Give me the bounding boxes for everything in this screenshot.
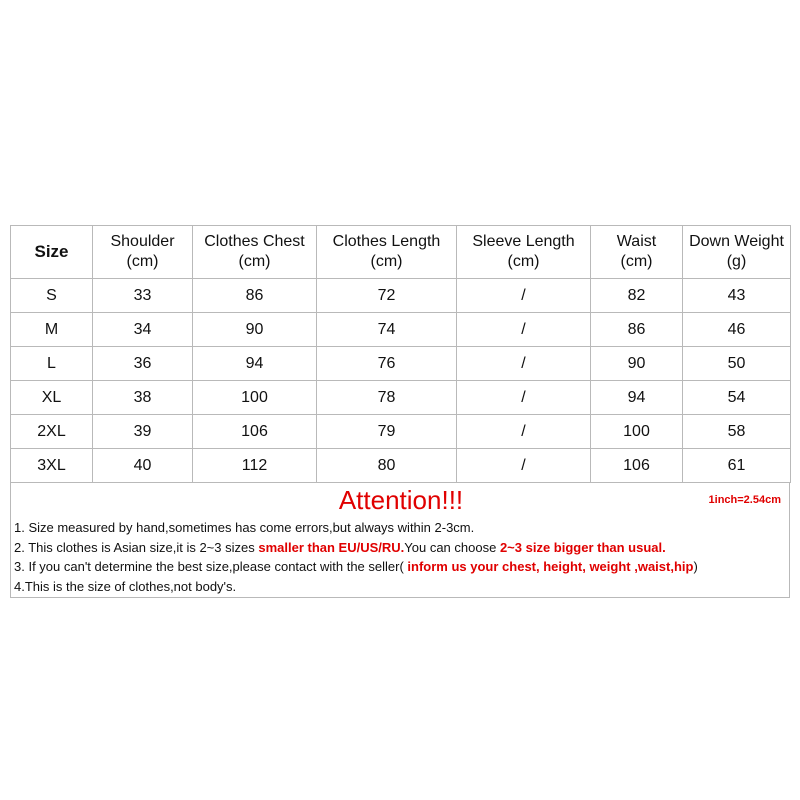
table-cell: 50 — [683, 347, 791, 381]
table-row — [11, 347, 791, 381]
table-cell: / — [457, 279, 591, 313]
table-cell: 112 — [193, 449, 317, 483]
table-cell: 86 — [193, 279, 317, 313]
table-cell: 94 — [193, 347, 317, 381]
table-cell: 61 — [683, 449, 791, 483]
table-cell: 106 — [193, 415, 317, 449]
table-cell: / — [457, 381, 591, 415]
note-text: ) — [693, 559, 698, 574]
table-cell: 39 — [93, 415, 193, 449]
notes-box — [10, 483, 790, 598]
note-highlight: smaller than EU/US/RU. — [258, 539, 405, 555]
table-header-row — [11, 226, 791, 279]
header-shoulder: Shoulder (cm) — [93, 226, 193, 279]
size-table — [10, 225, 791, 483]
table-cell: L — [11, 347, 93, 381]
table-cell: 40 — [93, 449, 193, 483]
table-row — [11, 381, 791, 415]
table-cell: 86 — [591, 313, 683, 347]
table-cell: 78 — [317, 381, 457, 415]
note-line-4: 4.This is the size of clothes,not body's. — [14, 578, 237, 594]
header-clothes-length: Clothes Length (cm) — [317, 226, 457, 279]
note-highlight: inform us your chest, height, weight ,waist,hip — [407, 559, 694, 574]
note-text: 2. This clothes is Asian size,it is 2~3 sizes — [14, 539, 259, 555]
table-cell: XL — [11, 381, 93, 415]
header-sleeve-length: Sleeve Length (cm) — [457, 226, 591, 279]
size-chart — [10, 225, 790, 598]
table-row — [11, 449, 791, 483]
header-waist: Waist (cm) — [591, 226, 683, 279]
table-cell: 82 — [591, 279, 683, 313]
table-cell: 34 — [93, 313, 193, 347]
note-line-1: 1. Size measured by hand,sometimes has come errors,but always within 2-3cm. — [14, 520, 475, 535]
table-cell: M — [11, 313, 93, 347]
note-line-3 — [14, 557, 698, 577]
note-line-2 — [14, 538, 698, 558]
table-cell: 106 — [591, 449, 683, 483]
table-cell: 79 — [317, 415, 457, 449]
table-row — [11, 279, 791, 313]
table-cell: 58 — [683, 415, 791, 449]
table-cell: 33 — [93, 279, 193, 313]
table-cell: / — [457, 347, 591, 381]
table-cell: / — [457, 313, 591, 347]
table-cell: 74 — [317, 313, 457, 347]
table-cell: 46 — [683, 313, 791, 347]
table-cell: / — [457, 415, 591, 449]
table-cell: 43 — [683, 279, 791, 313]
table-cell: 76 — [317, 347, 457, 381]
attention-heading: Attention!!! — [338, 485, 464, 515]
table-cell: 90 — [193, 313, 317, 347]
inch-conversion: 1inch=2.54cm — [708, 494, 781, 506]
table-cell: 90 — [591, 347, 683, 381]
table-cell: S — [11, 279, 93, 313]
table-cell: 100 — [193, 381, 317, 415]
table-row — [11, 415, 791, 449]
table-cell: 80 — [317, 449, 457, 483]
table-cell: 54 — [683, 381, 791, 415]
table-cell: 36 — [93, 347, 193, 381]
header-size: Size — [11, 226, 93, 279]
table-cell: 100 — [591, 415, 683, 449]
header-clothes-chest: Clothes Chest (cm) — [193, 226, 317, 279]
table-cell: 3XL — [11, 449, 93, 483]
note-text: You can choose — [404, 539, 500, 555]
notes-list — [14, 518, 698, 596]
table-cell: 94 — [591, 381, 683, 415]
table-cell: 72 — [317, 279, 457, 313]
table-cell: 2XL — [11, 415, 93, 449]
header-down-weight: Down Weight (g) — [683, 226, 791, 279]
table-cell: / — [457, 449, 591, 483]
note-highlight: 2~3 size bigger than usual. — [499, 539, 666, 555]
note-text: 3. If you can't determine the best size,please contact with the seller( — [14, 559, 408, 574]
table-cell: 38 — [93, 381, 193, 415]
table-row — [11, 313, 791, 347]
